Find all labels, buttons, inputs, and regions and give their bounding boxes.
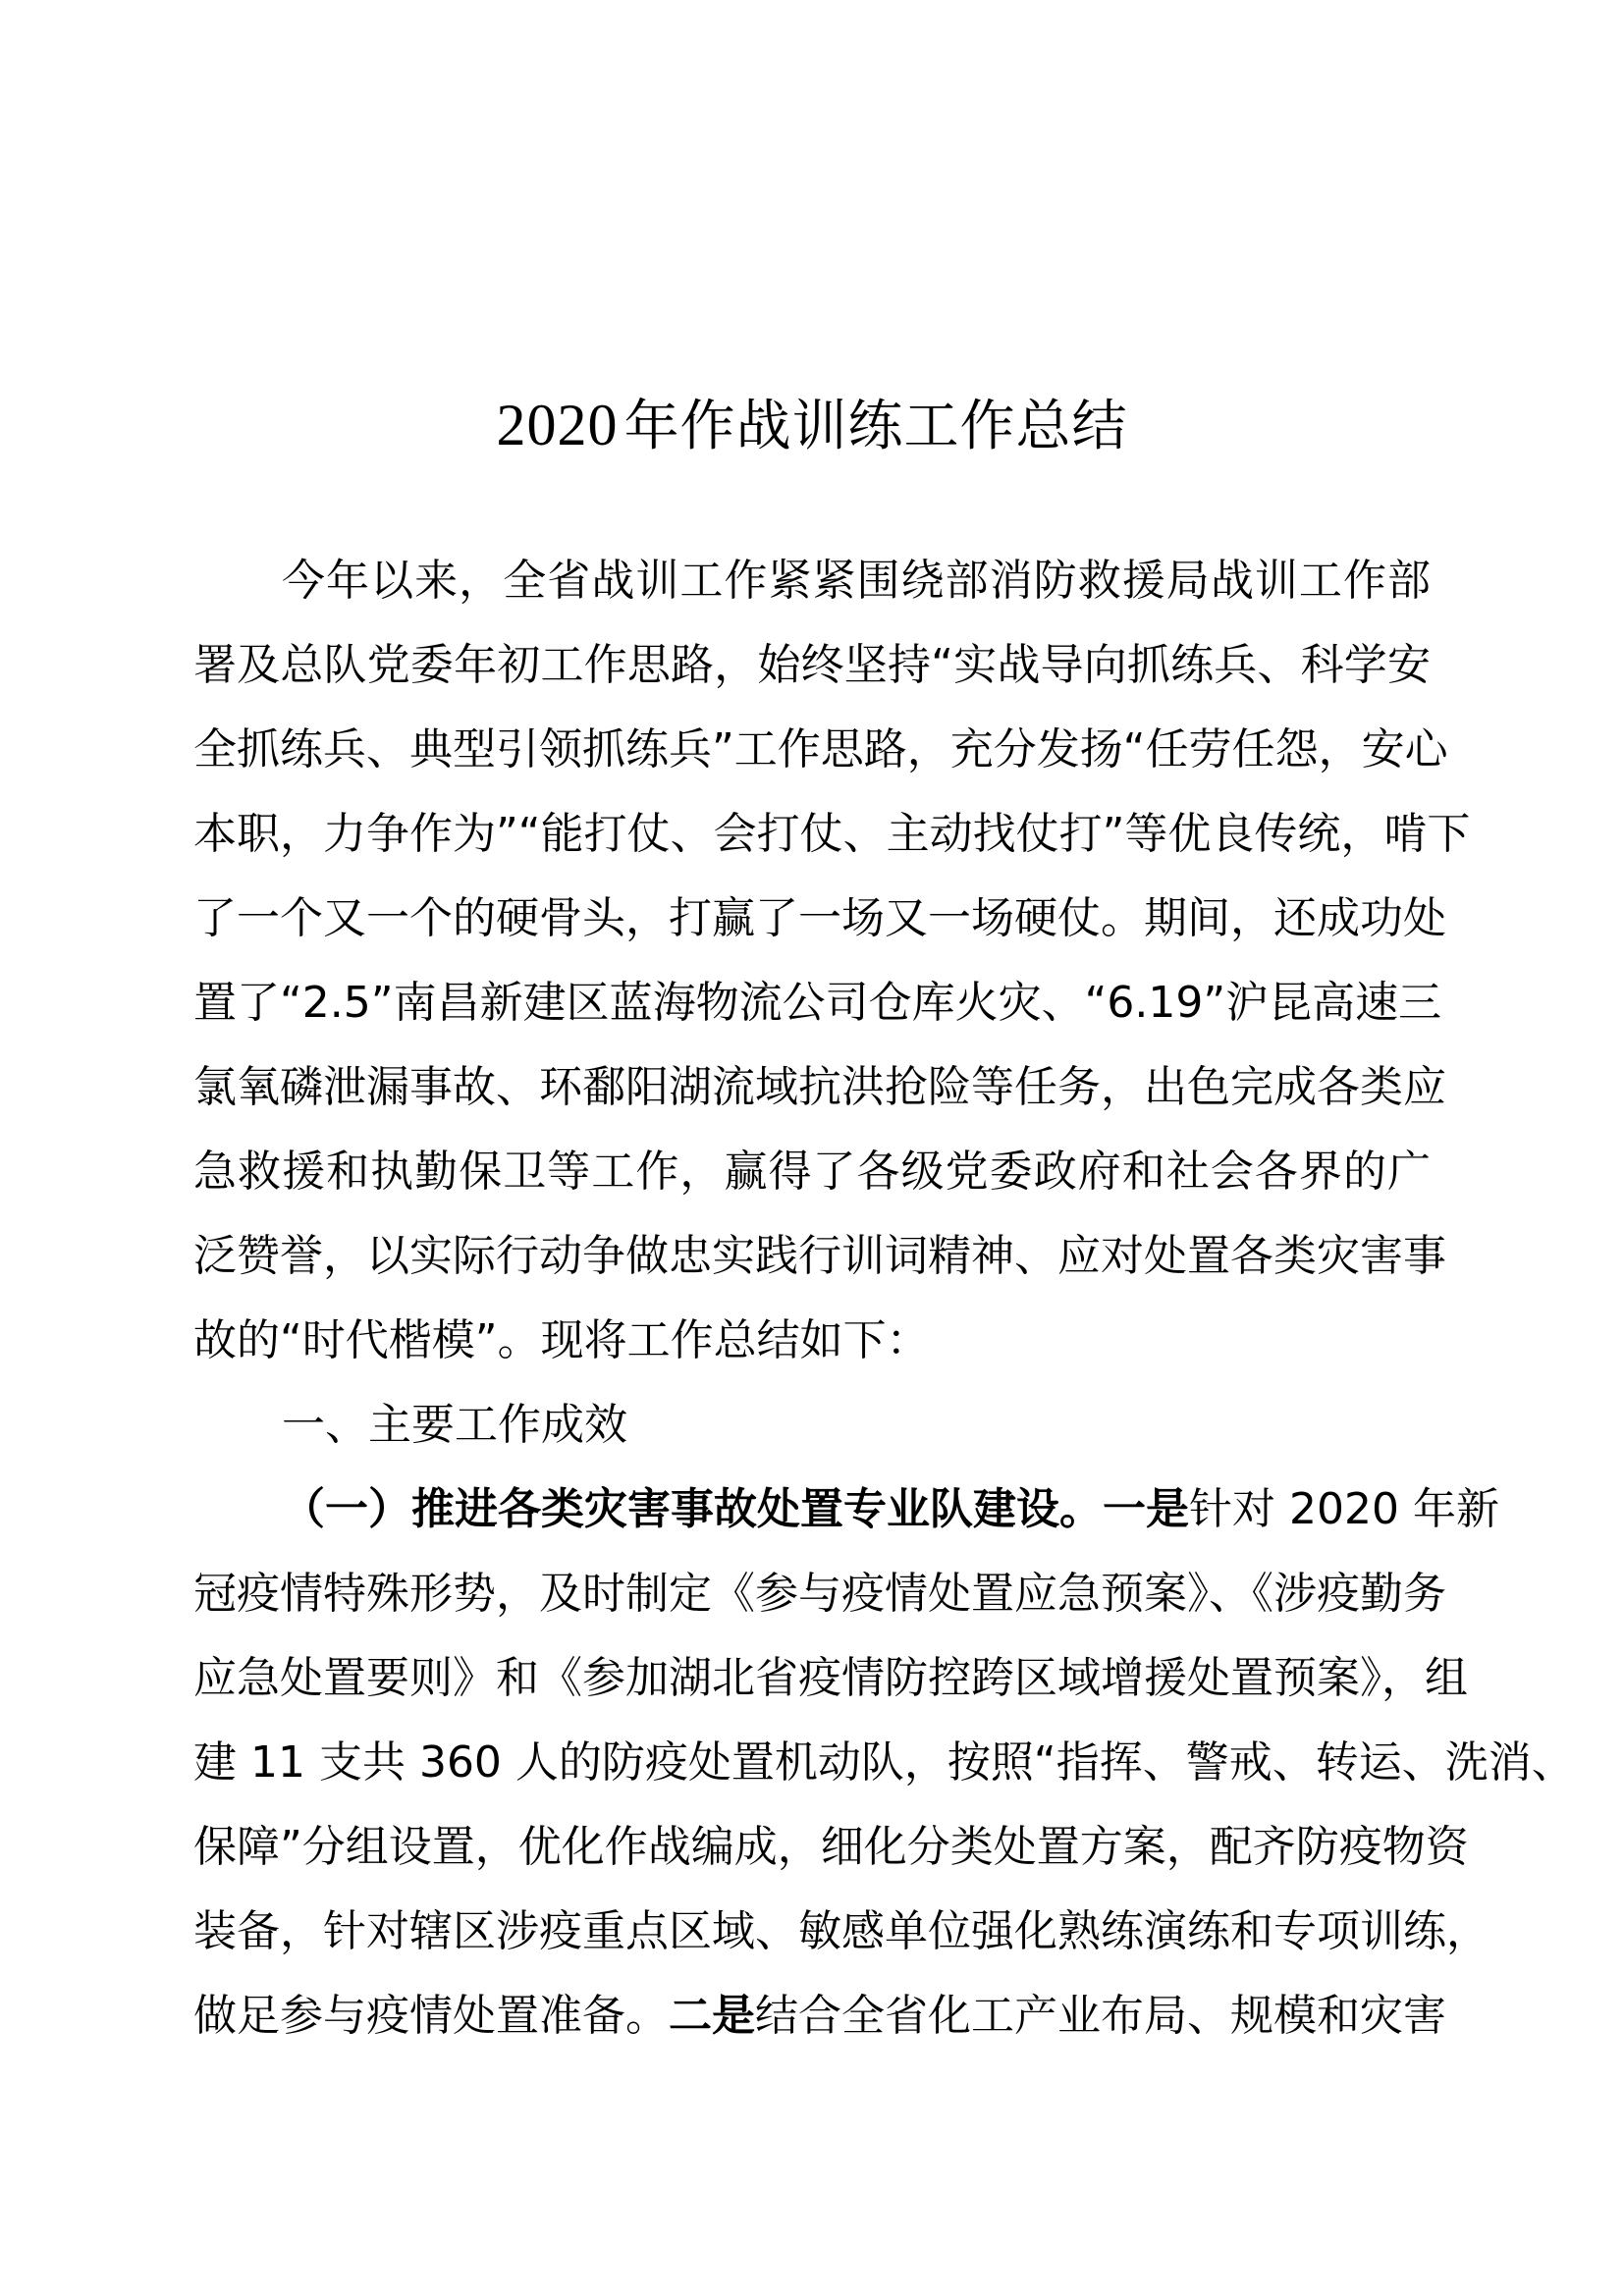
document-title (0, 391, 1624, 461)
intro-line-3: 全抓练兵、典型引领抓练兵”工作思路，充分发扬“任劳任怨，安心 (193, 724, 1448, 774)
subsection-1-heading: （一）推进各类灾害事故处置专业队建设。 (282, 1484, 1103, 1534)
lead-second: 二是 (669, 1991, 755, 2041)
section-heading-1: 一、主要工作成效 (282, 1400, 627, 1450)
lead-first: 一是 (1103, 1484, 1189, 1534)
subsection-1-line-6: 装备，针对辖区涉疫重点区域、敏感单位强化熟练演练和专项训练， (193, 1906, 1489, 1956)
intro-line-10: 故的“时代楷模”。现将工作总结如下： (193, 1315, 930, 1365)
intro-line-6: 置了“2.5”南昌新建区蓝海物流公司仓库火灾、“6.19”沪昆高速三 (193, 978, 1442, 1028)
subsection-1-line-7 (193, 1987, 1446, 2046)
subsection-1-line-3: 应急处置要则》和《参加湖北省疫情防控跨区域增援处置预案》，组 (193, 1653, 1468, 1703)
subsection-1-line-7-pre: 做足参与疫情处置准备。 (193, 1991, 669, 2041)
intro-line-4: 本职，力争作为”“能打仗、会打仗、主动找仗打”等优良传统，啃下 (193, 809, 1471, 859)
subsection-1-line-1-text: 针对 2020 年新 (1189, 1484, 1499, 1534)
intro-line-1: 今年以来，全省战训工作紧紧围绕部消防救援局战训工作部 (282, 556, 1431, 606)
intro-line-7: 氯氧磷泄漏事故、环鄱阳湖流域抗洪抢险等任务，出色完成各类应 (193, 1062, 1446, 1112)
subsection-1-line-4: 建 11 支共 360 人的防疫处置机动队，按照“指挥、警戒、转运、洗消、 (193, 1737, 1575, 1788)
subsection-1-line-7-post: 结合全省化工产业布局、规模和灾害 (755, 1991, 1446, 2041)
intro-line-9: 泛赞誉，以实际行动争做忠实践行训词精神、应对处置各类灾害事 (193, 1231, 1446, 1281)
intro-line-8: 急救援和执勤保卫等工作，赢得了各级党委政府和社会各界的广 (193, 1147, 1431, 1197)
title-year: 2020 (496, 393, 619, 457)
title-text: 年作战训练工作总结 (623, 395, 1128, 458)
intro-line-2: 署及总队党委年初工作思路，始终坚持“实战导向抓练兵、科学安 (193, 640, 1431, 690)
subsection-1-line-5: 保障”分组设置，优化作战编成，细化分类处置方案，配齐防疫物资 (193, 1822, 1469, 1872)
intro-line-5: 了一个又一个的硬骨头，打赢了一场又一场硬仗。期间，还成功处 (193, 893, 1446, 943)
subsection-1-line-1 (282, 1480, 1499, 1539)
subsection-1-line-2: 冠疫情特殊形势，及时制定《参与疫情处置应急预案》、《涉疫勤务 (193, 1569, 1446, 1619)
